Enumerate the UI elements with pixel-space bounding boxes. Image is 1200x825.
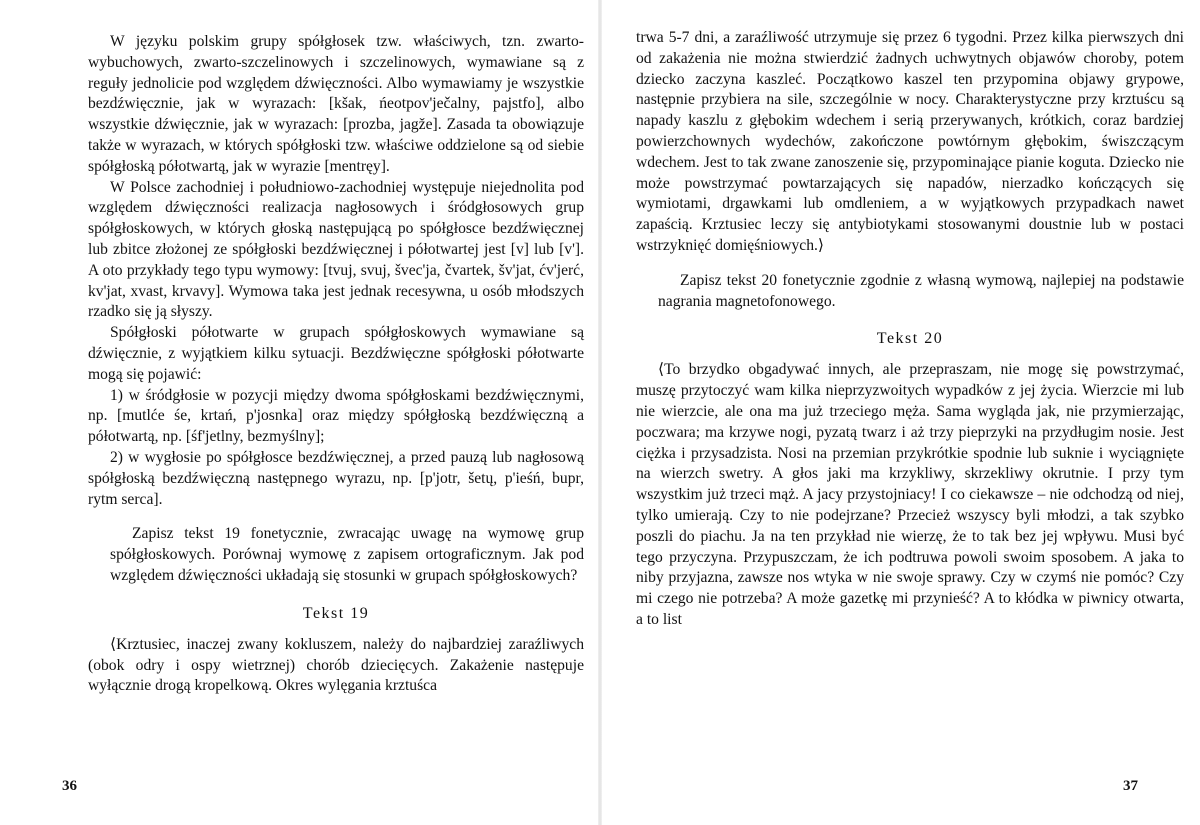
list-item-final-position: 2) w wygłosie po spółgłosce bezdźwięcznej, a przed pauzą lub nagłosową spółgłoską bezdźwięczną następnego wyrazu, np. [p'jotr, šetų, p'ieśń, bupr, rytm serca]. [88, 448, 584, 508]
exercise-instruction-19: Zapisz tekst 19 fonetycznie, zwracając uwagę na wymowę grup spółgłoskowych. Porównaj wymowę z zapisem ortograficznym. Jak pod względem dźwięczności układają się stosunki w grupach spółgłoskowych? [110, 525, 584, 584]
paragraph-semi-open-consonants: Spółgłoski półotwarte w grupach spółgłoskowych wymawiane są dźwięcznie, z wyjątkiem kilku sytuacji. Bezdźwięczne spółgłoski półotwarte mogą się pojawić: [88, 324, 584, 383]
page-number-right: 37 [1123, 778, 1138, 794]
heading-tekst-19: Tekst 19 [302, 604, 370, 622]
text-19-start: ⟨Krztusiec, inaczej zwany kokluszem, należy do najbardziej zaraźliwych (obok odry i ospy wietrznej) chorób dziecięcych. Zakażenie następuje wyłącznie drogą kropelkową. Okres wylęgania krztuśca [88, 635, 584, 695]
spacer [636, 257, 1184, 271]
heading-tekst-20: Tekst 20 [876, 330, 944, 348]
paragraph-voicing-rule: W języku polskim grupy spółgłosek tzw. właściwych, tzn. zwarto-wybuchowych, zwarto-szczelinowych i szczelinowych, wymawiane są z reguły jednolicie pod względem dźwięczności. Albo wymawiamy je wszystkie bezdźwięcznie, jak w wyrazach: [kšak, ńeotpov'ječalny, pajstfo], albo wszystkie dźwięcznie, jak w wyrazach: [prozba, jagže]. Zasada ta obowiązuje także w wyrazach, w których spółgłoski tzw. właściwe oddzielone są od siebie spółgłoską półotwartą, jak w wyrazie [mentręy]. [88, 33, 584, 175]
right-page [600, 0, 1200, 825]
paragraph-regional-variation: W Polsce zachodniej i południowo-zachodniej występuje niejednolita pod względem dźwięczności realizacja nagłosowych i śródgłosowych grup spółgłoskowych, w których głoską następującą po spółgłosce bezdźwięcznej lub zbitce złożonej ze spółgłoski bezdźwięcznej i półotwartej jest [v] lub [v']. A oto przykłady tego typu wymowy: [tvuj, svuj, švec'ja, čvartek, šv'jat, ćv'jerć, kv'jat, xvast, krvavy]. Wymowa taka jest jednak recesywna, u osób młodszych rzadko się ją słyszy. [88, 178, 584, 321]
exercise-instruction-20: Zapisz tekst 20 fonetycznie zgodnie z własną wymową, najlepiej na podstawie nagrania magnetofonowego. [658, 271, 1184, 310]
text-20-start: ⟨To brzydko obgadywać innych, ale przepraszam, nie mogę się powstrzymać, muszę przytoczyć wam kilka nieprzyzwoitych wypadków z jej życia. Wierzcie mi lub nie wierzcie, ale ona ma już trzeciego męża. Sama wygląda jak, nie przymierzając, poczwara; ma krzywe nogi, pyzatą twarz i aż trzy pieprzyki na przydługim nosie. Jest ciężka i przysadzista. Nosi na przemian przykrótkie spodnie lub suknie i wyciągnięte na wierzch swetry. A głos jaki ma krzykliwy, skrzekliwy okrutnie. I przy tym wszystkim już trzeci mąż. A jacy przystojniacy! I co ciekawsze – nie odchodzą od niej, tylko umierają. Czy to nie podejrzane? Przecież wszyscy byli młodzi, a tak szybko poszli do piachu. Ja na ten przykład nie wierzę, że to tak bez jej wpływu. Musi być tego przyczyna. Przypuszczam, że ich podtruwa powoli swoim sposobem. A jaka to niby przyjazna, zawsze nos wtyka w nie swoje sprawy. Czy w czymś nie pomóc? Czy mi czego nie potrzeba? A może gazetkę mi przynieść? A to kłódka w piwnicy otwarta, a to list [636, 361, 1184, 628]
spacer [88, 510, 584, 524]
page-number-left: 36 [62, 778, 77, 794]
list-item-medial-position: 1) w śródgłosie w pozycji między dwoma spółgłoskami bezdźwięcznymi, np. [mutlće śe, krtań, p'josnka] oraz między spółgłoską bezdźwięczną a półotwartą, np. [śf'jetlny, bezmyślny]; [88, 386, 584, 446]
text-19-continued: trwa 5-7 dni, a zaraźliwość utrzymuje się przez 6 tygodni. Przez kilka pierwszych dni od zakażenia nie można stwierdzić żadnych uchwytnych objawów choroby, potem dziecko zaczyna kaszleć. Początkowo kaszel ten przypomina objawy grypowe, następnie przybiera na sile, szczególnie w nocy. Charakterystyczne przy krztuścu są napady kaszlu z głębokim wdechem i serią przerywanych, krótkich, coraz bardziej powierzchownych wydechów, zakończone powtórnym głębokim, świszczącym wdechem. Jest to tak zwane zanoszenie się, przypominające pianie koguta. Dziecko nie może powstrzymać powtarzających się napadów, nierzadko kończących się wymiotami, drgawkami lub omdleniem, a w wyjątkowych przypadkach nawet zapaścią. Krztusiec leczy się antybiotykami stosowanymi doustnie lub w postaci wstrzyknięć domięśniowych.⟩ [636, 29, 1184, 254]
